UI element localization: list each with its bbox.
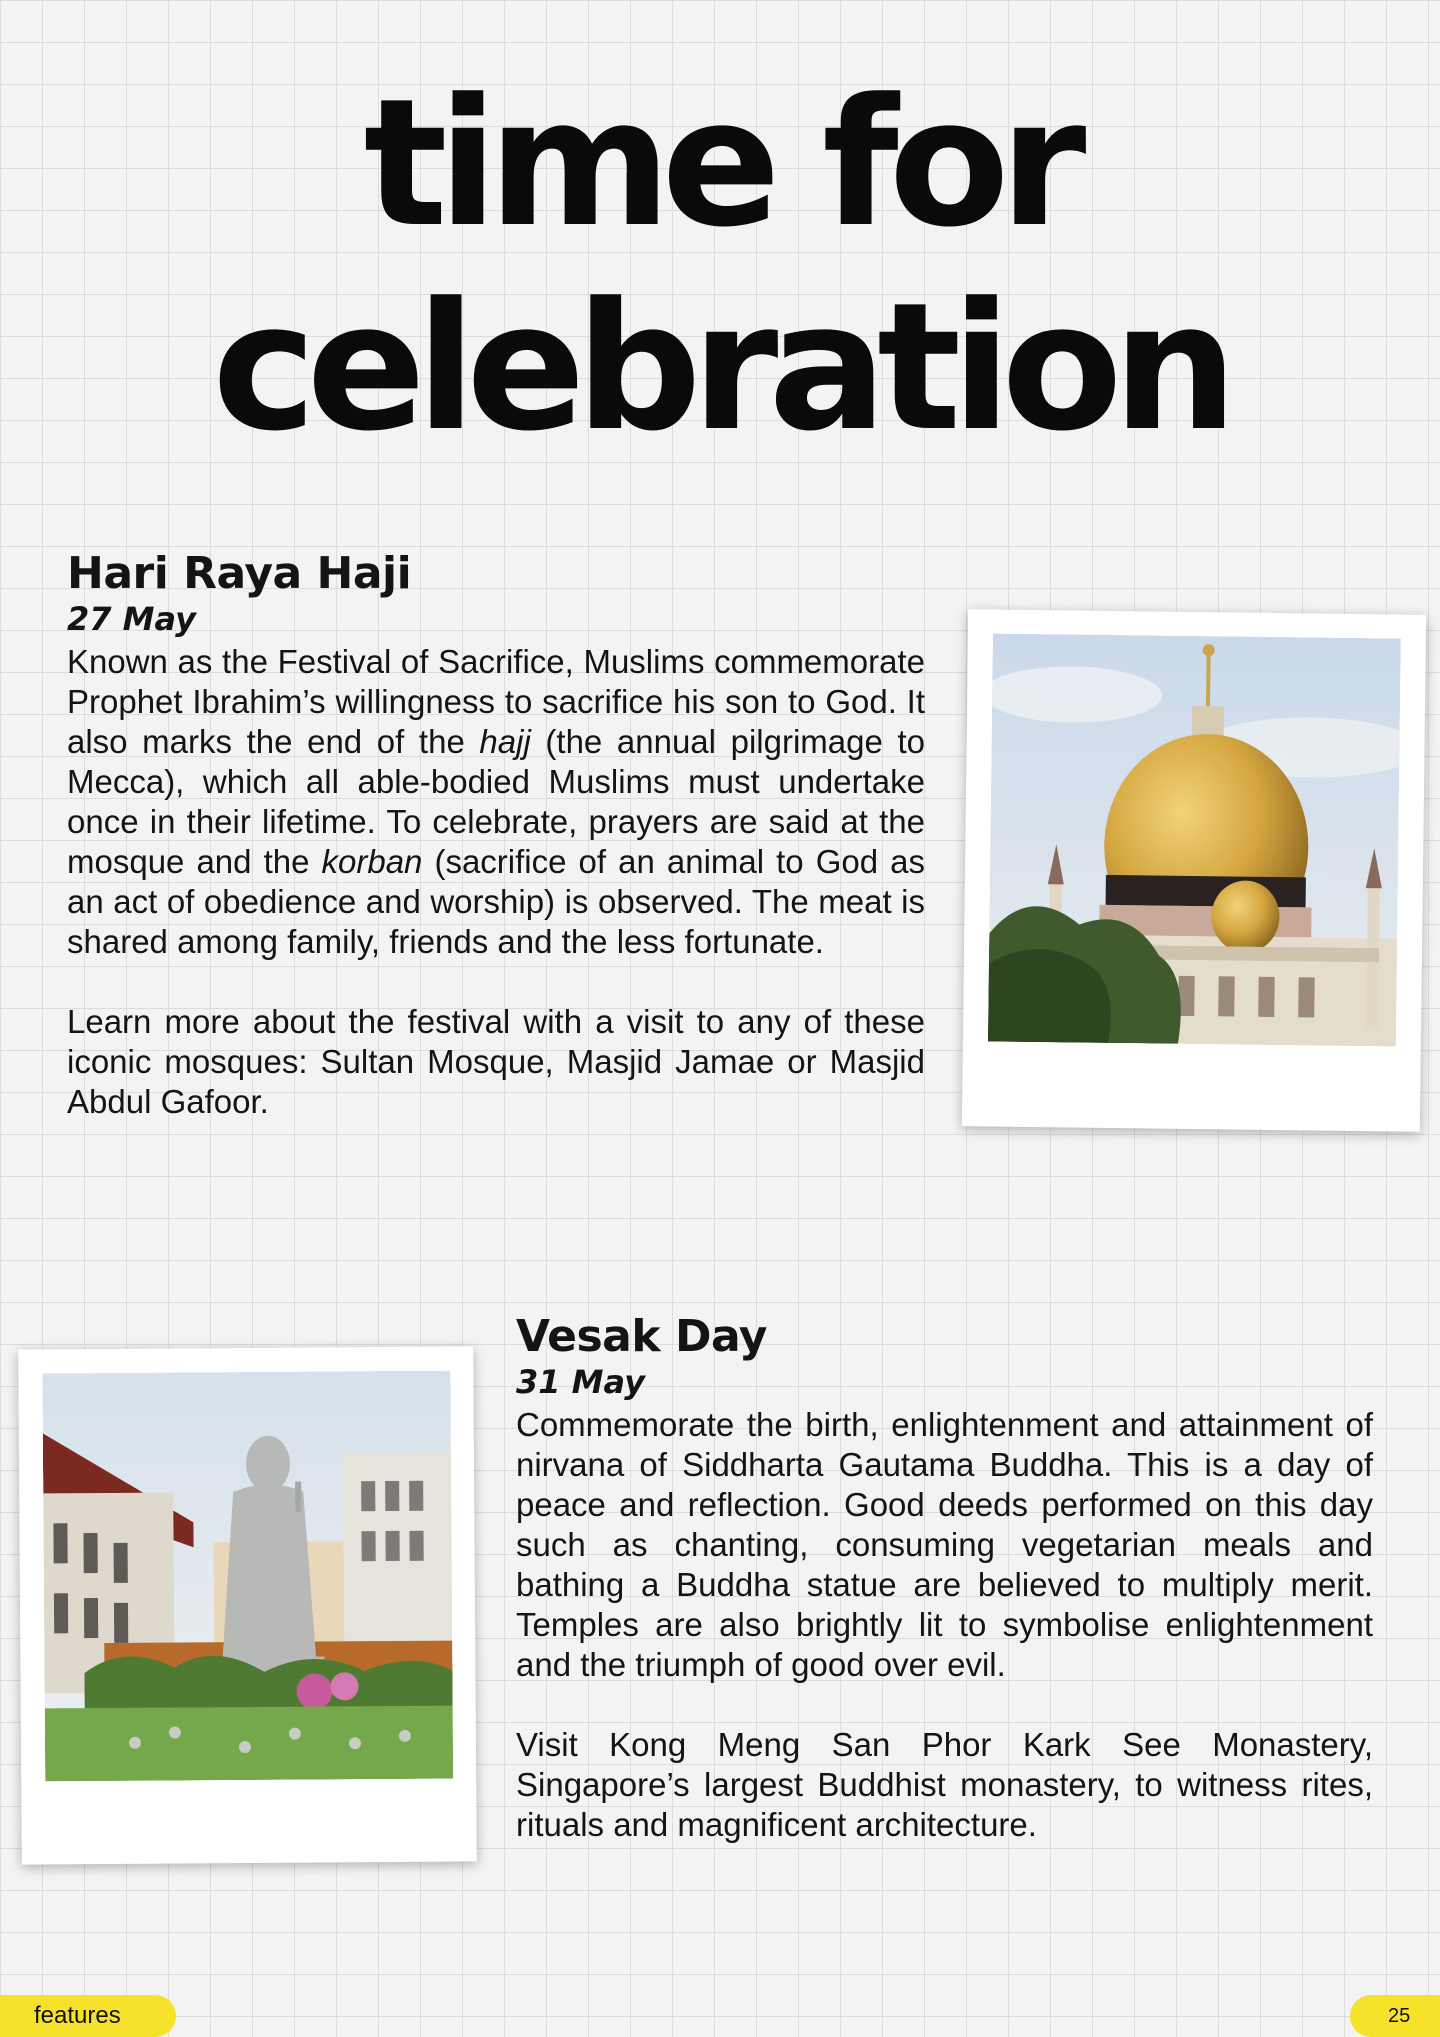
- hari-raya-text-3: (sacrifice of an animal to God as an act of obedience and worship) is observed. The meat is shared among family, friends and the less fortunate.: [67, 843, 925, 960]
- vesak-day-paragraph-1: Commemorate the birth, enlightenment and attainment of nirvana of Siddharta Gautama Buddha. This is a day of peace and reflection. Good deeds performed on this day such as chanting, consuming vegetarian meals and bathing a Buddha statue are believed to multiply merit. Temples are also brightly lit to symbolise enlightenment and the triumph of good over evil.: [516, 1406, 1373, 1683]
- section-tab-label: features: [34, 2002, 121, 2029]
- hari-raya-haji-paragraph-1: [67, 642, 925, 962]
- page-title-line-2: celebration: [212, 265, 1228, 470]
- page-number: 25: [1388, 2005, 1411, 2027]
- vesak-day-date: 31 May: [516, 1363, 645, 1401]
- page-number-tab: [1350, 1995, 1440, 2037]
- page-title: [0, 62, 1440, 470]
- buddha-statue-photo: [18, 1346, 477, 1864]
- korban-term: korban: [321, 843, 423, 880]
- hari-raya-haji-heading: Hari Raya Haji: [67, 548, 412, 599]
- vesak-day-heading: Vesak Day: [516, 1311, 767, 1362]
- hari-raya-haji-section: [67, 548, 925, 1122]
- vesak-day-section: [516, 1311, 1373, 1845]
- hari-raya-text-1: Known as the Festival of Sacrifice, Muslims commemorate Prophet Ibrahim’s willingness to sacrifice his son to God. It also marks the end of the: [67, 643, 925, 760]
- hari-raya-text-2: (the annual pilgrimage to Mecca), which all able-bodied Muslims must undertake once in their lifetime. To celebrate, prayers are said at the mosque and the: [67, 723, 925, 880]
- section-tab: [0, 1995, 176, 2037]
- buddha-statue-image: [42, 1371, 453, 1782]
- sultan-mosque-photo: [962, 609, 1426, 1132]
- vesak-day-paragraph-2: Visit Kong Meng San Phor Kark See Monastery, Singapore’s largest Buddhist monastery, to witness rites, rituals and magnificent architecture.: [516, 1726, 1373, 1843]
- hari-raya-haji-date: 27 May: [67, 600, 196, 638]
- hajj-term: hajj: [479, 723, 531, 760]
- mosque-dome-image: [988, 634, 1401, 1047]
- hari-raya-haji-paragraph-2: Learn more about the festival with a visit to any of these iconic mosques: Sultan Mosque, Masjid Jamae or Masjid Abdul Gafoor.: [67, 1003, 925, 1120]
- page-title-line-1: time for: [363, 61, 1077, 266]
